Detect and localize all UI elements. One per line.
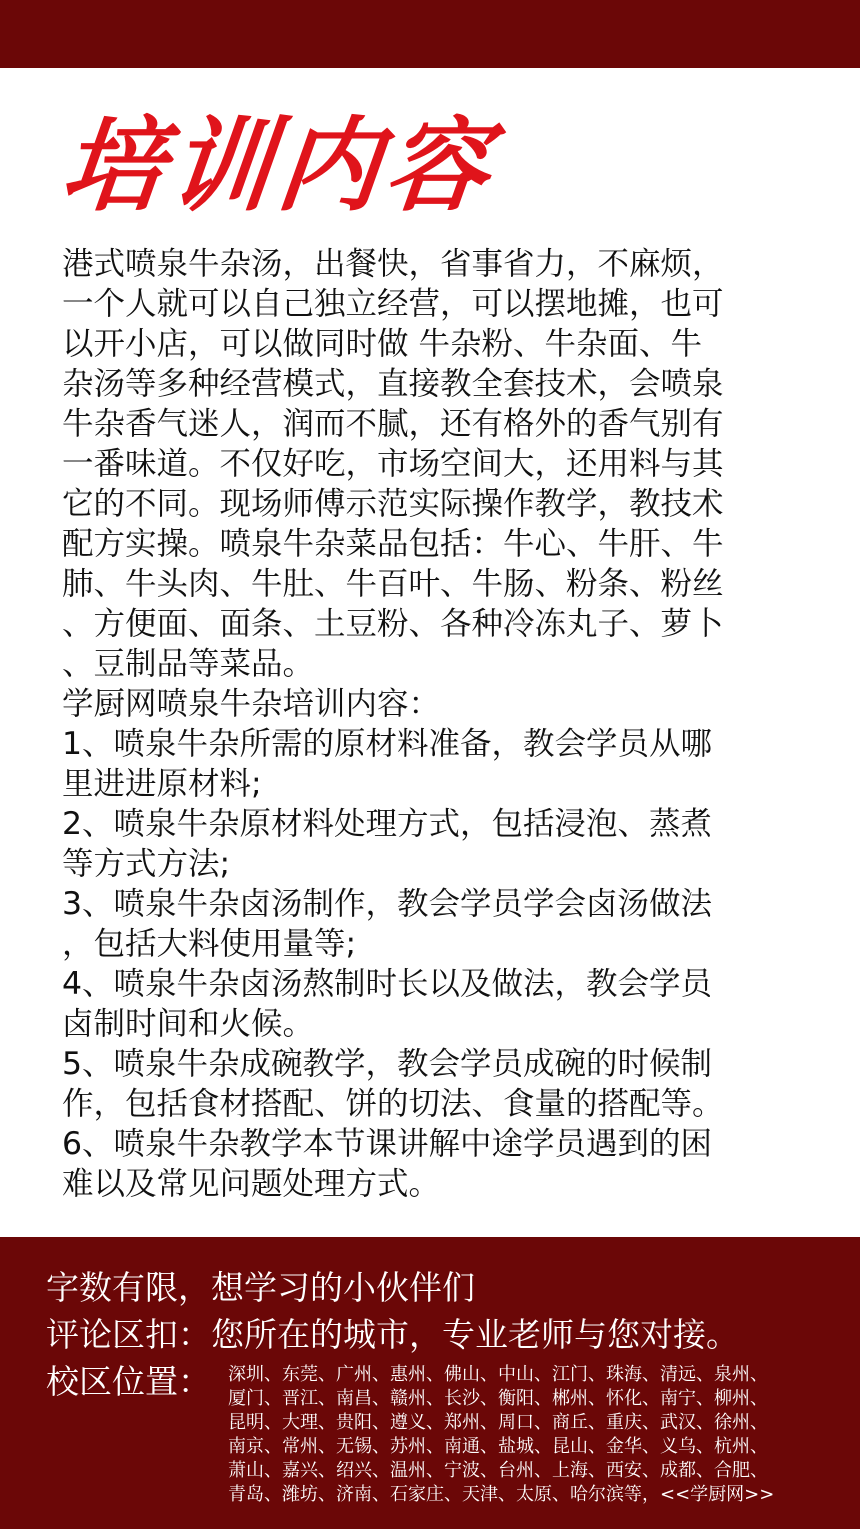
intro-line: 它的不同。现场师傅示范实际操作教学，教技术: [62, 486, 724, 522]
footer-line-1: 字数有限，想学习的小伙伴们: [46, 1268, 475, 1307]
intro-line: 牛杂香气迷人，润而不腻，还有格外的香气别有: [62, 406, 724, 442]
footer-banner: [0, 1237, 860, 1529]
intro-line: 以开小店，可以做同时做 牛杂粉、牛杂面、牛: [62, 326, 703, 362]
top-banner: [0, 0, 860, 68]
city-line: 深圳、东莞、广州、惠州、佛山、中山、江门、珠海、清远、泉州、: [228, 1364, 768, 1385]
list-item-line: ，包括大料使用量等;: [62, 926, 357, 962]
intro-line: 一个人就可以自己独立经营，可以摆地摊，也可: [62, 286, 724, 322]
intro-line: 一番味道。不仅好吃，市场空间大，还用料与其: [62, 446, 724, 482]
page-title: 培训内容: [55, 107, 501, 226]
city-line: 青岛、潍坊、济南、石家庄、天津、太原、哈尔滨等，<<学厨网>>: [228, 1484, 775, 1505]
campus-label: 校区位置：: [46, 1362, 211, 1401]
city-line: 萧山、嘉兴、绍兴、温州、宁波、台州、上海、西安、成都、合肥、: [228, 1460, 768, 1481]
intro-line: 配方实操。喷泉牛杂菜品包括：牛心、牛肝、牛: [62, 526, 724, 562]
list-item-line: 6、喷泉牛杂教学本节课讲解中途学员遇到的困: [62, 1126, 713, 1162]
city-line: 厦门、晋江、南昌、赣州、长沙、衡阳、郴州、怀化、南宁、柳州、: [228, 1388, 768, 1409]
intro-line: 港式喷泉牛杂汤，出餐快，省事省力，不麻烦，: [62, 246, 724, 282]
content-body: [62, 244, 792, 1204]
city-line: 昆明、大理、贵阳、遵义、郑州、周口、商丘、重庆、武汉、徐州、: [228, 1412, 768, 1433]
list-item-line: 卤制时间和火候。: [62, 1006, 315, 1042]
section-heading: 学厨网喷泉牛杂培训内容：: [62, 686, 441, 722]
list-item-line: 1、喷泉牛杂所需的原材料准备，教会学员从哪: [62, 726, 713, 762]
footer-line-2: 评论区扣：您所在的城市，专业老师与您对接。: [46, 1315, 739, 1354]
list-item-line: 3、喷泉牛杂卤汤制作，教会学员学会卤汤做法: [62, 886, 713, 922]
list-item-line: 2、喷泉牛杂原材料处理方式，包括浸泡、蒸煮: [62, 806, 713, 842]
intro-line: 肺、牛头肉、牛肚、牛百叶、牛肠、粉条、粉丝: [62, 566, 724, 602]
list-item-line: 4、喷泉牛杂卤汤熬制时长以及做法，教会学员: [62, 966, 713, 1002]
intro-line: 杂汤等多种经营模式，直接教全套技术，会喷泉: [62, 366, 724, 402]
list-item-line: 等方式方法;: [62, 846, 231, 882]
list-item-line: 难以及常见问题处理方式。: [62, 1166, 441, 1202]
intro-line: 、方便面、面条、土豆粉、各种冷冻丸子、萝卜: [62, 606, 724, 642]
list-item-line: 里进进原材料;: [62, 766, 262, 802]
intro-line: 、豆制品等菜品。: [62, 646, 315, 682]
city-line: 南京、常州、无锡、苏州、南通、盐城、昆山、金华、义乌、杭州、: [228, 1436, 768, 1457]
list-item-line: 作，包括食材搭配、饼的切法、食量的搭配等。: [62, 1086, 724, 1122]
list-item-line: 5、喷泉牛杂成碗教学，教会学员成碗的时候制: [62, 1046, 713, 1082]
campus-city-list: [228, 1363, 828, 1507]
